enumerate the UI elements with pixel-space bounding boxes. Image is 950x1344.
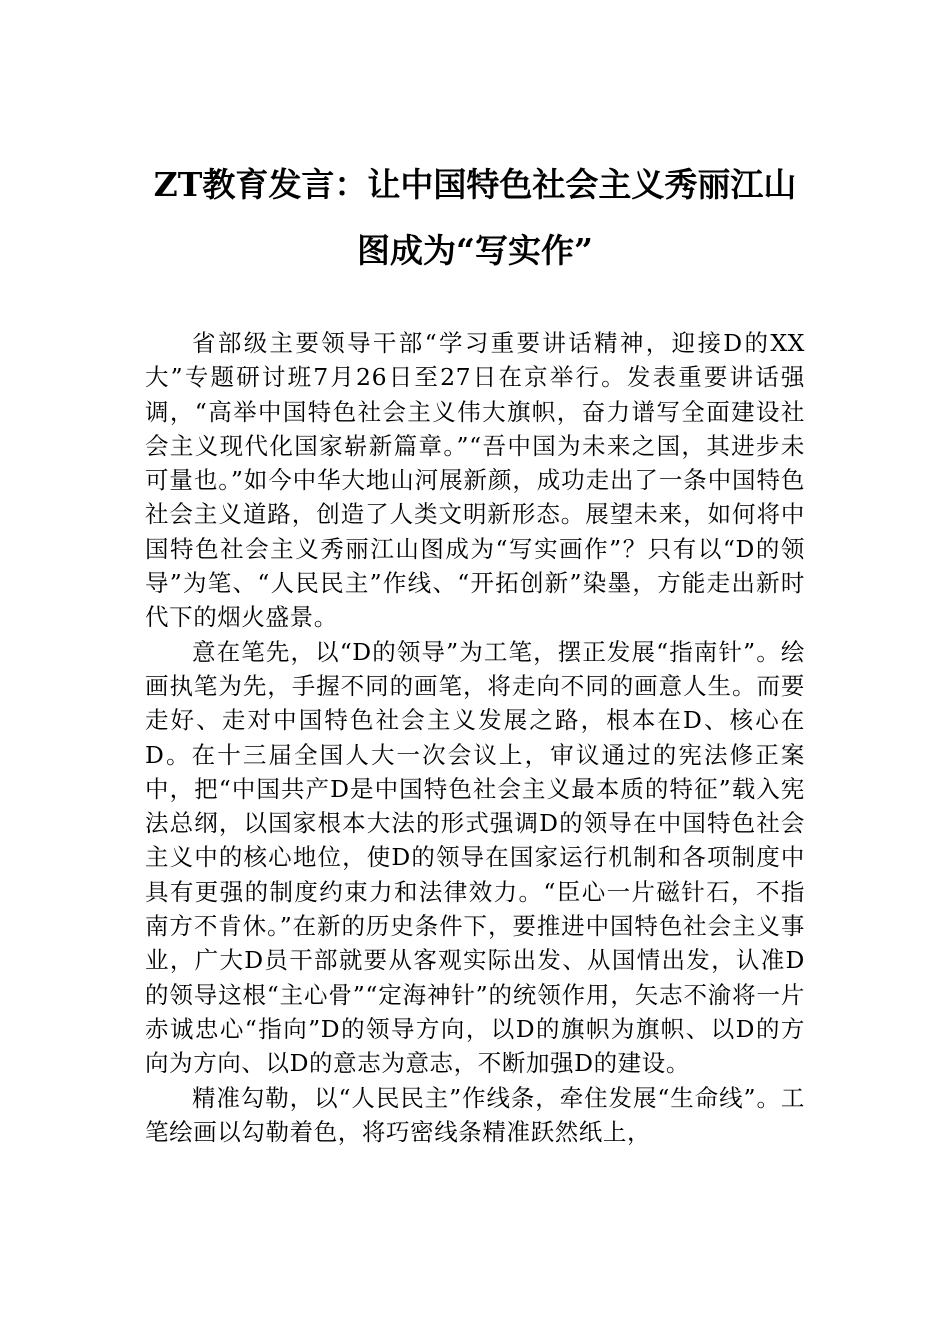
paragraph: 省部级主要领导干部“学习重要讲话精神，迎接D的XX大”专题研讨班7月26日至27日在京举行。发表重要讲话强调，“高举中国特色社会主义伟大旗帜，奋力谱写全面建设社会主义现代化国家崭新篇章。”“吾中国为未来之国，其进步未可量也。”如今中华大地山河展新颜，成功走出了一条中国特色社会主义道路，创造了人类文明新形态。展望未来，如何将中国特色社会主义秀丽江山图成为“写实画作”？只有以“D的领导”为笔、“人民民主”作线、“开拓创新”染墨，方能走出新时代下的烟火盛景。	[145, 329, 805, 632]
document-body	[145, 326, 805, 1149]
paragraph: 精准勾勒，以“人民民主”作线条，牵住发展“生命线”。工笔绘画以勾勒着色，将巧密线条精准跃然纸上，	[145, 1083, 805, 1146]
paragraph: 意在笔先，以“D的领导”为工笔，摆正发展“指南针”。绘画执笔为先，手握不同的画笔，将走向不同的画意人生。而要走好、走对中国特色社会主义发展之路，根本在D、核心在D。在十三届全国人大一次会议上，审议通过的宪法修正案中，把“中国共产D是中国特色社会主义最本质的特征”载入宪法总纲，以国家根本大法的形式强调D的领导在中国特色社会主义中的核心地位，使D的领导在国家运行机制和各项制度中具有更强的制度约束力和法律效力。“臣心一片磁针石，不指南方不肯休。”在新的历史条件下，要推进中国特色社会主义事业，广大D员干部就要从客观实际出发、从国情出发，认准D的领导这根“主心骨”“定海神针”的统领作用，矢志不渝将一片赤诚忠心“指向”D的领导方向，以D的旗帜为旗帜、以D的方向为方向、以D的意志为意志，不断加强D的建设。	[145, 637, 805, 1078]
document-title: ZT教育发言：让中国特色社会主义秀丽江山图成为“写实作”	[153, 165, 797, 270]
